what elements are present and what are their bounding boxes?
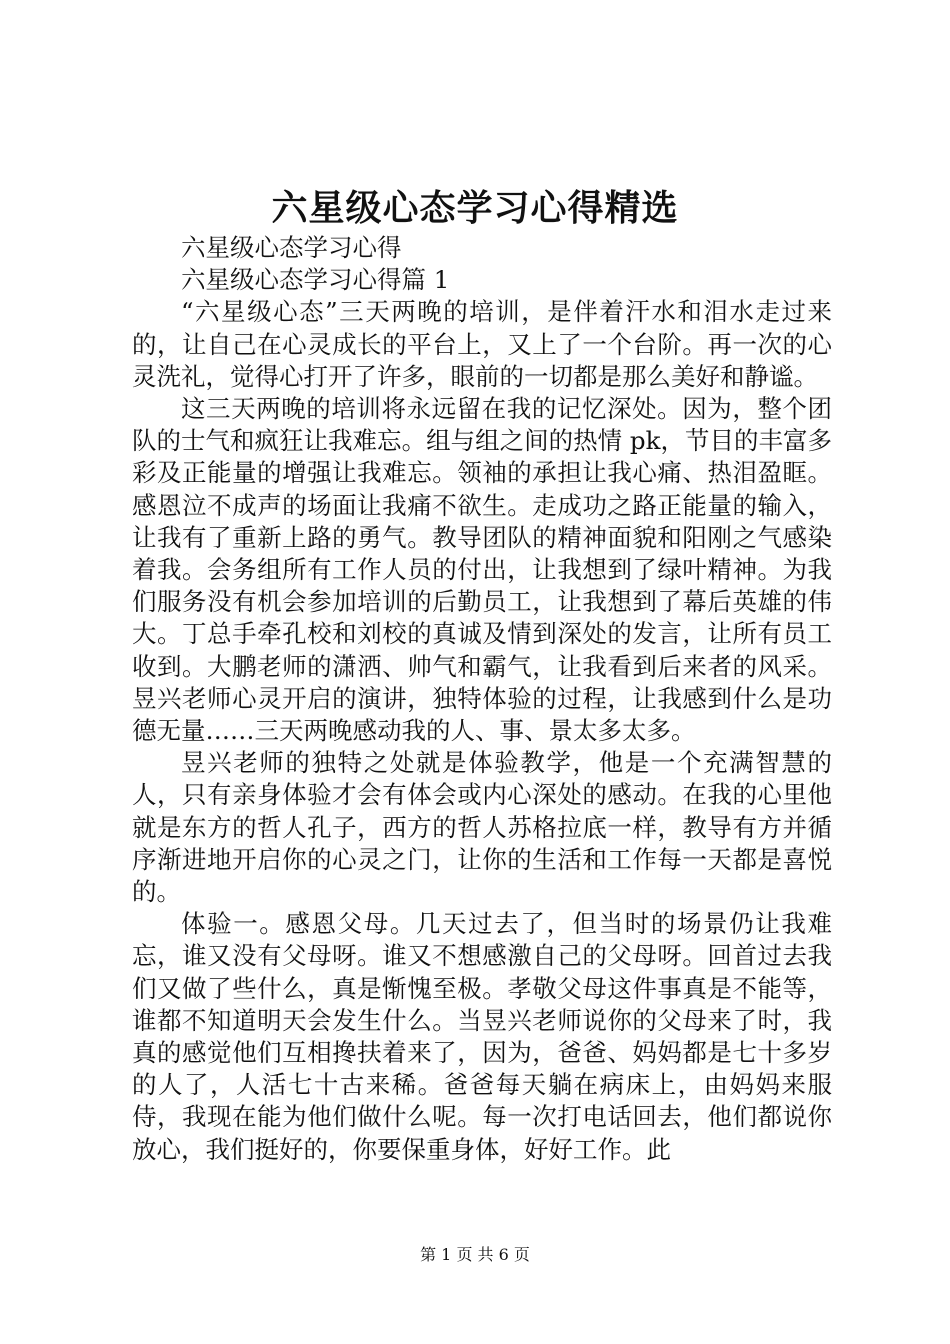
section-heading: 六星级心态学习心得篇 1 (181, 265, 450, 295)
body-paragraph: 体验一。感恩父母。几天过去了，但当时的场景仍让我难忘，谁又没有父母呀。谁又不想感激自己的父母呀。回首过去我们又做了些什么，真是惭愧至极。孝敬父母这件事真是不能等，谁都不知道明天会发生什么。当昱兴老师说你的父母来了时，我真的感觉他们互相搀扶着来了，因为，爸爸、妈妈都是七十多岁的人了，人活七十古来稀。爸爸每天躺在病床上，由妈妈来服侍，我现在能为他们做什么呢。每一次打电话回去，他们都说你放心，我们挺好的，你要保重身体，好好工作。此 (132, 909, 832, 1164)
body-paragraph: 这三天两晚的培训将永远留在我的记忆深处。因为，整个团队的士气和疯狂让我难忘。组与组之间的热情 pk，节目的丰富多彩及正能量的增强让我难忘。领袖的承担让我心痛、热泪盈眶。感恩泣不成声的场面让我痛不欲生。走成功之路正能量的输入，让我有了重新上路的勇气。教导团队的精神面貌和阳刚之气感染着我。会务组所有工作人员的付出，让我想到了绿叶精神。为我们服务没有机会参加培训的后勤员工，让我想到了幕后英雄的伟大。丁总手牵孔校和刘校的真诚及情到深处的发言，让所有员工收到。大鹏老师的潇洒、帅气和霸气，让我看到后来者的风采。昱兴老师心灵开启的演讲，独特体验的过程，让我感到什么是功德无量……三天两晚感动我的人、事、景太多太多。 (132, 394, 832, 746)
page-number-footer: 第 1 页 共 6 页 (420, 1245, 530, 1264)
document-title: 六星级心态学习心得精选 (271, 187, 679, 229)
body-paragraph: “六星级心态”三天两晚的培训，是伴着汗水和泪水走过来的，让自己在心灵成长的平台上，又上了一个台阶。再一次的心灵洗礼，觉得心打开了许多，眼前的一切都是那么美好和静谧。 (132, 297, 832, 391)
subtitle-line: 六星级心态学习心得 (181, 233, 402, 262)
body-paragraph: 昱兴老师的独特之处就是体验教学，他是一个充满智慧的人，只有亲身体验才会有体会或内心深处的感动。在我的心里他就是东方的哲人孔子，西方的哲人苏格拉底一样，教导有方并循序渐进地开启你的心灵之门，让你的生活和工作每一天都是喜悦的。 (132, 748, 832, 907)
document-body (132, 232, 832, 1166)
